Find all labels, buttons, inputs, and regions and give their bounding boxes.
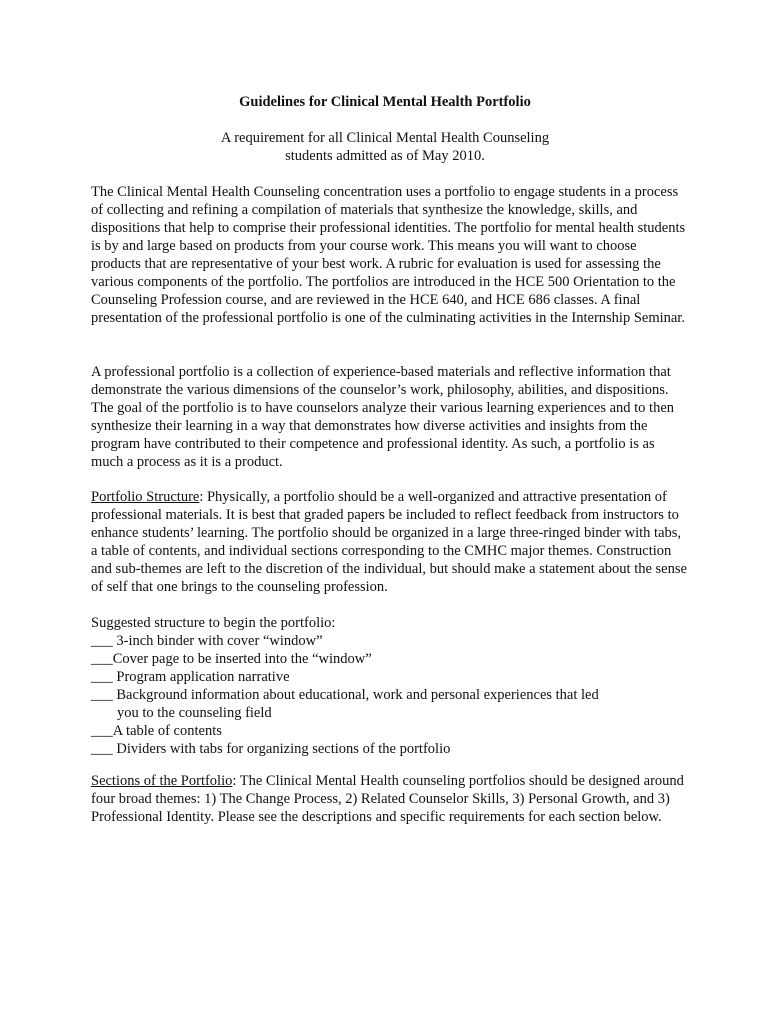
checklist-item: ___A table of contents [91, 723, 222, 739]
sections-paragraph [91, 772, 687, 826]
checklist-item: ___ Program application narrative [91, 669, 290, 685]
suggested-structure [91, 614, 687, 758]
structure-text: : Physically, a portfolio should be a well-organized and attractive presentation of professional materials. It is best that graded papers be included to reflect feedback from instructors to enhance students’ learning. The portfolio should be organized in a large three-ringed binder with tabs, a table of contents, and individual sections corresponding to the CMHC major themes. Construction and sub-themes are left to the discretion of the individual, but should make a statement about the sense of self that one brings to the counseling profession. [91, 489, 687, 595]
document-subtitle [0, 129, 770, 165]
definition-paragraph: A professional portfolio is a collection of experience-based materials and reflective information that demonstrate the various dimensions of the counselor’s work, philosophy, abilities, and dispositions. The goal of the portfolio is to have counselors analyze their various learning experiences and to then synthesize their learning in a way that demonstrates how diverse activities and insights from the program have contributed to their competence and professional identity. As such, a portfolio is as much a process as it is a product. [91, 364, 675, 470]
structure-paragraph [91, 488, 687, 596]
suggested-heading: Suggested structure to begin the portfolio: [91, 615, 336, 631]
checklist-item-text: ___ Background information about educational, work and personal experiences that led [91, 687, 599, 703]
checklist-item-continuation: you to the counseling field [117, 705, 272, 721]
checklist-item [91, 686, 687, 722]
document-title: Guidelines for Clinical Mental Health Portfolio [239, 94, 531, 110]
checklist-item: ___Cover page to be inserted into the “window” [91, 651, 372, 667]
subtitle-line-2: students admitted as of May 2010. [285, 148, 485, 164]
checklist-item: ___ Dividers with tabs for organizing sections of the portfolio [91, 741, 451, 757]
sections-heading: Sections of the Portfolio [91, 773, 233, 789]
subtitle-line-1: A requirement for all Clinical Mental Health Counseling [220, 130, 550, 146]
checklist-item: ___ 3-inch binder with cover “window” [91, 633, 323, 649]
sections-text: : The Clinical Mental Health counseling portfolios should be designed around four broad themes: 1) The Change Process, 2) Related Counselor Skills, 3) Personal Growth, and 3) Professional Identity. Please see the descriptions and specific requirements for each section below. [91, 773, 684, 825]
structure-heading: Portfolio Structure [91, 489, 200, 505]
checklist [91, 632, 687, 758]
intro-paragraph: The Clinical Mental Health Counseling concentration uses a portfolio to engage students in a process of collecting and refining a compilation of materials that synthesize the knowledge, skills, and dispositions that help to comprise their professional identities. The portfolio for mental health students is by and large based on products from your course work. This means you will want to choose products that are representative of your best work. A rubric for evaluation is used for assessing the various components of the portfolio. The portfolios are introduced in the HCE 500 Orientation to the Counseling Profession course, and are reviewed in the HCE 640, and HCE 686 classes. A final presentation of the professional portfolio is one of the culminating activities in the Internship Seminar. [91, 184, 686, 326]
